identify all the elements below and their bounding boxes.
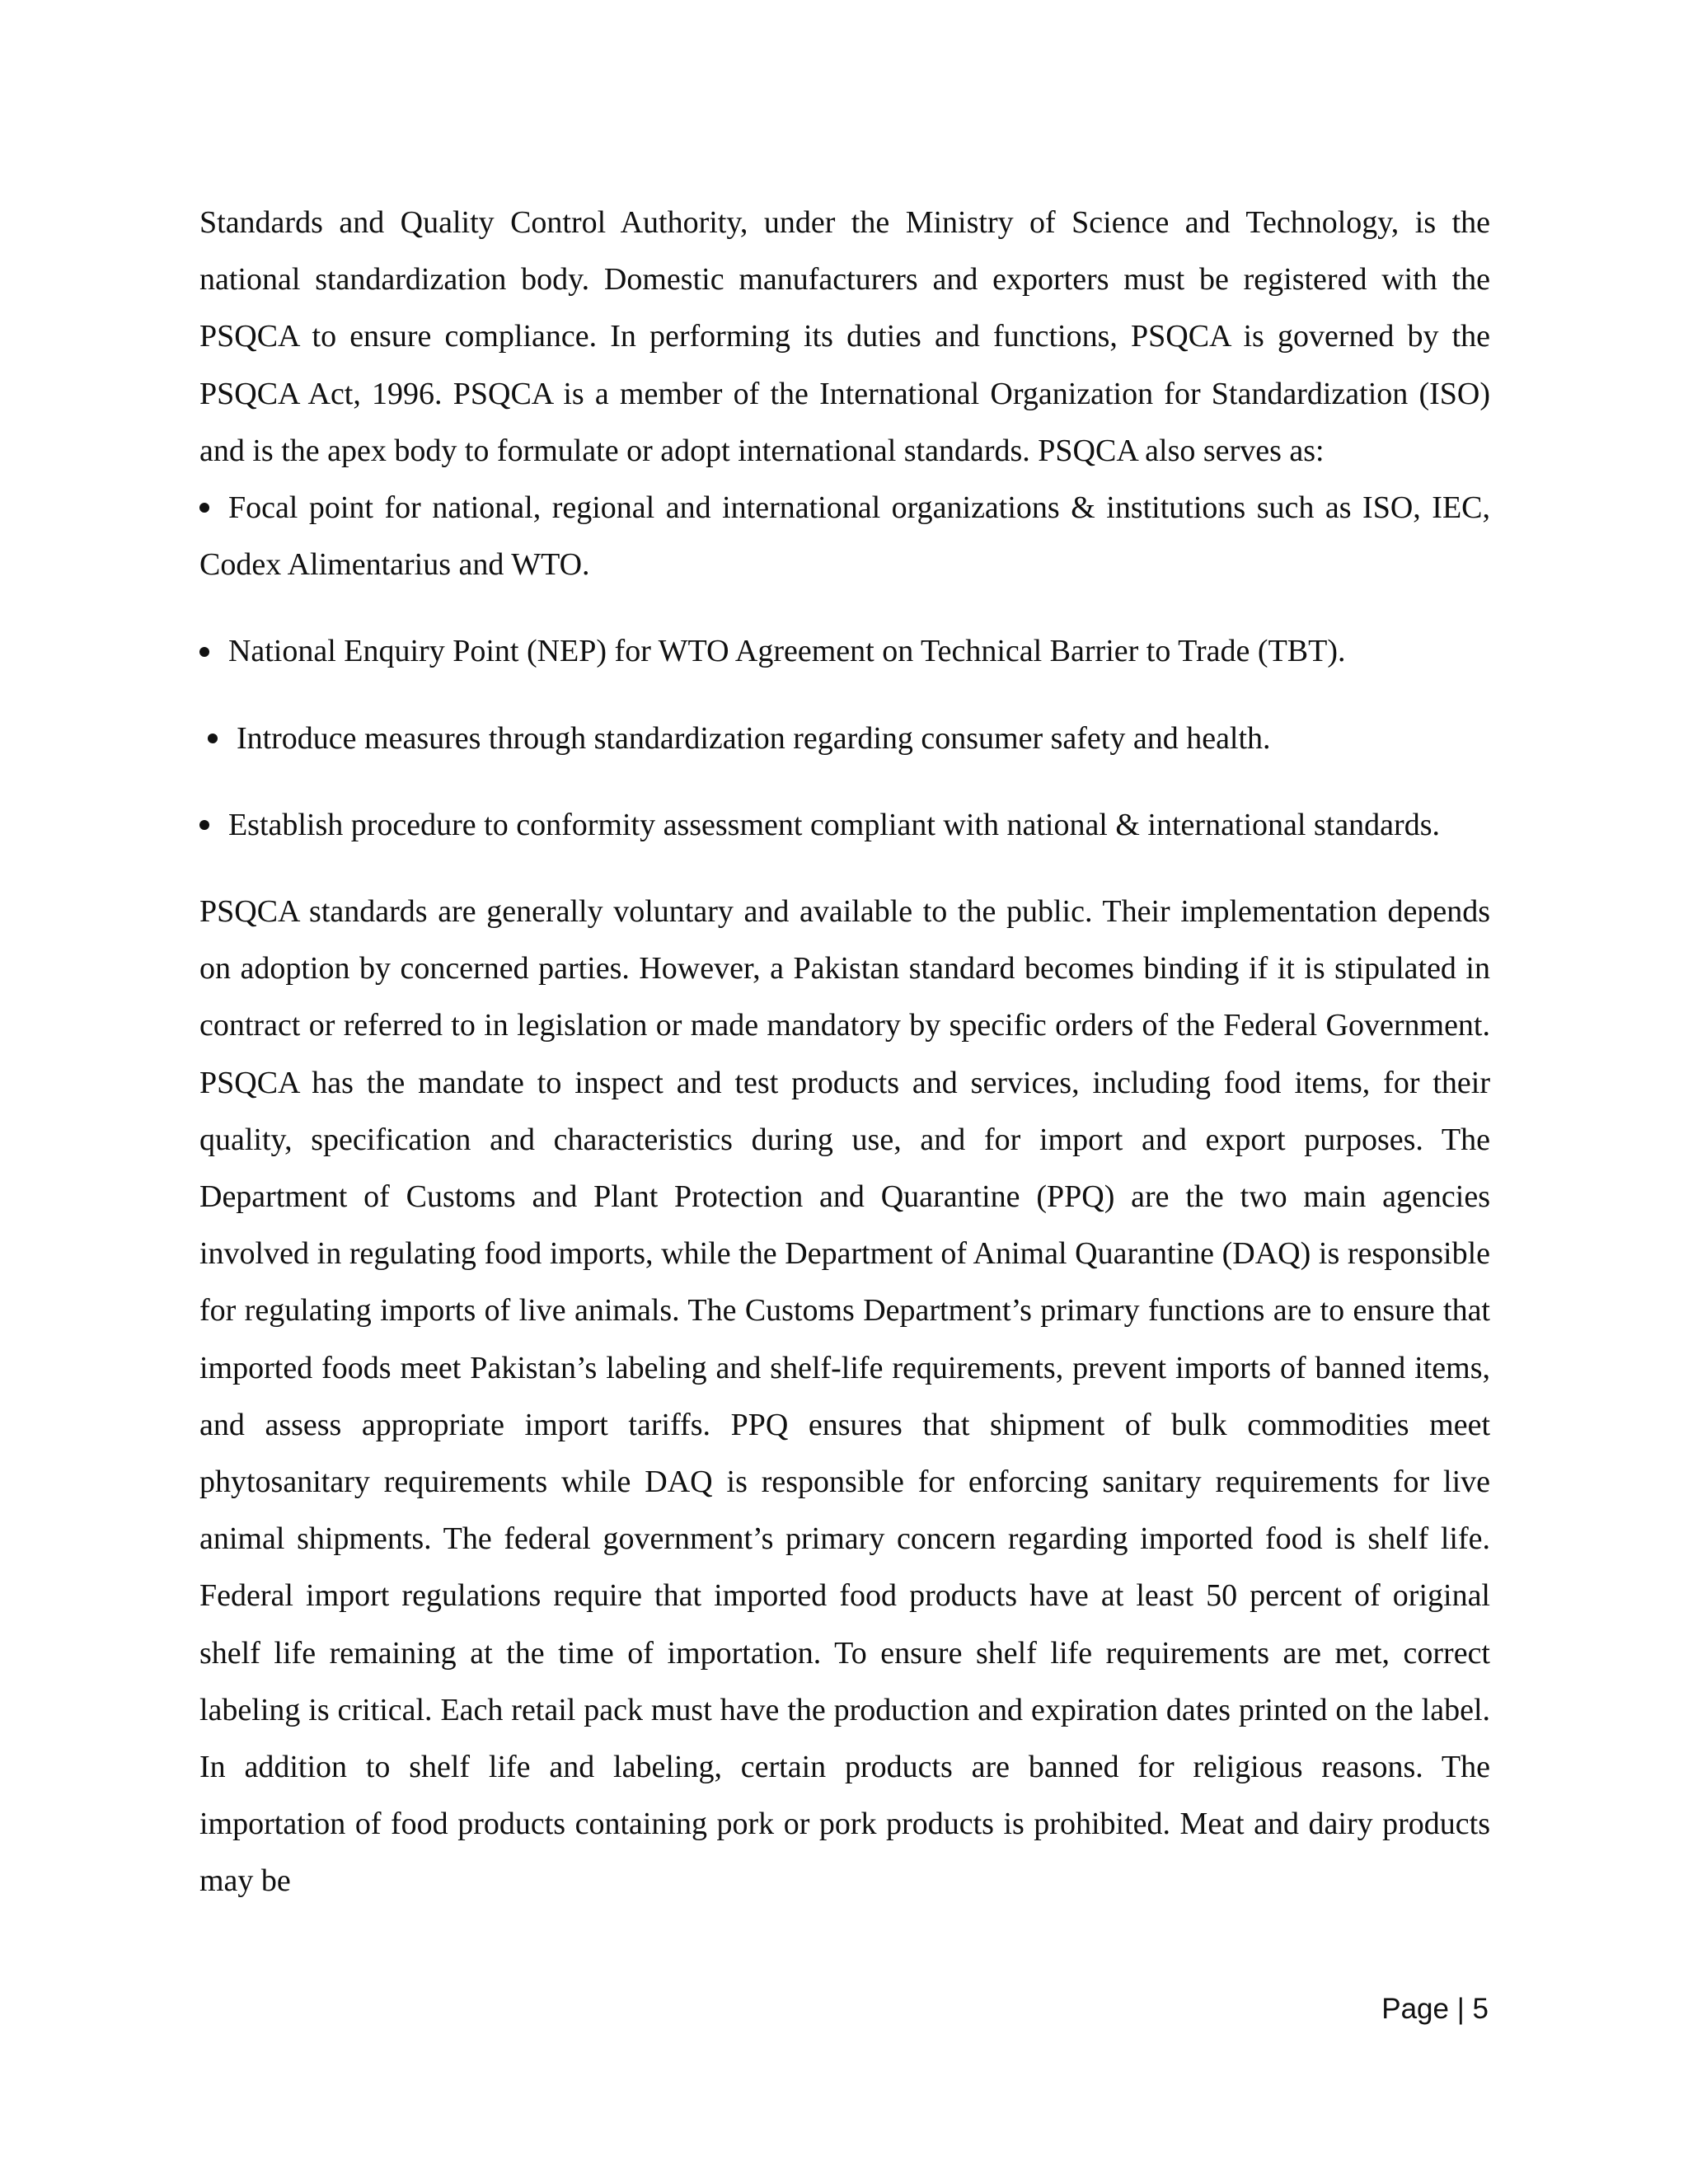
spacer [199,681,1490,710]
spacer [199,593,1490,623]
bullet-icon [199,623,219,680]
spacer [199,854,1490,883]
bullet-item-procedure [199,797,1490,854]
document-body [199,194,1490,1910]
bullet-item-measures [199,710,1490,767]
main-paragraph: PSQCA standards are generally voluntary and available to the public. Their implementation depends on adoption by concerned parties. However, a Pakistan standard becomes binding if it is stipulated in contract or referred to in legislation or made mandatory by specific orders of the Federal Government. PSQCA has the mandate to inspect and test products and services, including food items, for their quality, specification and characteristics during use, and for import and export purposes. The Department of Customs and Plant Protection and Quarantine (PPQ) are the two main agencies involved in regulating food imports, while the Department of Animal Quarantine (DAQ) is responsible for regulating imports of live animals. The Customs Department’s primary functions are to ensure that imported foods meet Pakistan’s labeling and shelf-life requirements, prevent imports of banned items, and assess appropriate import tariffs. PPQ ensures that shipment of bulk commodities meet phytosanitary requirements while DAQ is responsible for enforcing sanitary requirements for live animal shipments. The federal government’s primary concern regarding imported food is shelf life. Federal import regulations require that imported food products have at least 50 percent of original shelf life remaining at the time of importation. To ensure shelf life requirements are met, correct labeling is critical. Each retail pack must have the production and expiration dates printed on the label. In addition to shelf life and labeling, certain products are banned for religious reasons. The importation of food products containing pork or pork products is prohibited. Meat and dairy products may be [199,894,1490,1899]
bullet-icon [199,797,219,854]
bullet-text: Introduce measures through standardization regarding consumer safety and health. [236,720,1271,756]
bullet-text: National Enquiry Point (NEP) for WTO Agreement on Technical Barrier to Trade (TBT). [227,634,1346,669]
intro-paragraph: Standards and Quality Control Authority, under the Ministry of Science and Technology, is the national standardization body. Domestic manufacturers and exporters must be registered with the PSQCA to ensure compliance. In performing its duties and functions, PSQCA is governed by the PSQCA Act, 1996. PSQCA is a member of the International Organization for Standardization (ISO) and is the apex body to formulate or adopt international standards. PSQCA also serves as: [199,205,1490,468]
bullet-icon [199,480,219,537]
bullet-item-nep [199,623,1490,680]
page-number: Page | 5 [1381,1993,1489,2025]
bullet-item-focal-point [199,480,1490,593]
bullet-icon [208,710,227,767]
bullet-text: Establish procedure to conformity assessment compliant with national & international standards. [227,807,1440,842]
spacer [199,767,1490,797]
bullet-text: Focal point for national, regional and international organizations & institutions such as ISO, IEC, Codex Alimentarius and WTO. [199,490,1490,583]
